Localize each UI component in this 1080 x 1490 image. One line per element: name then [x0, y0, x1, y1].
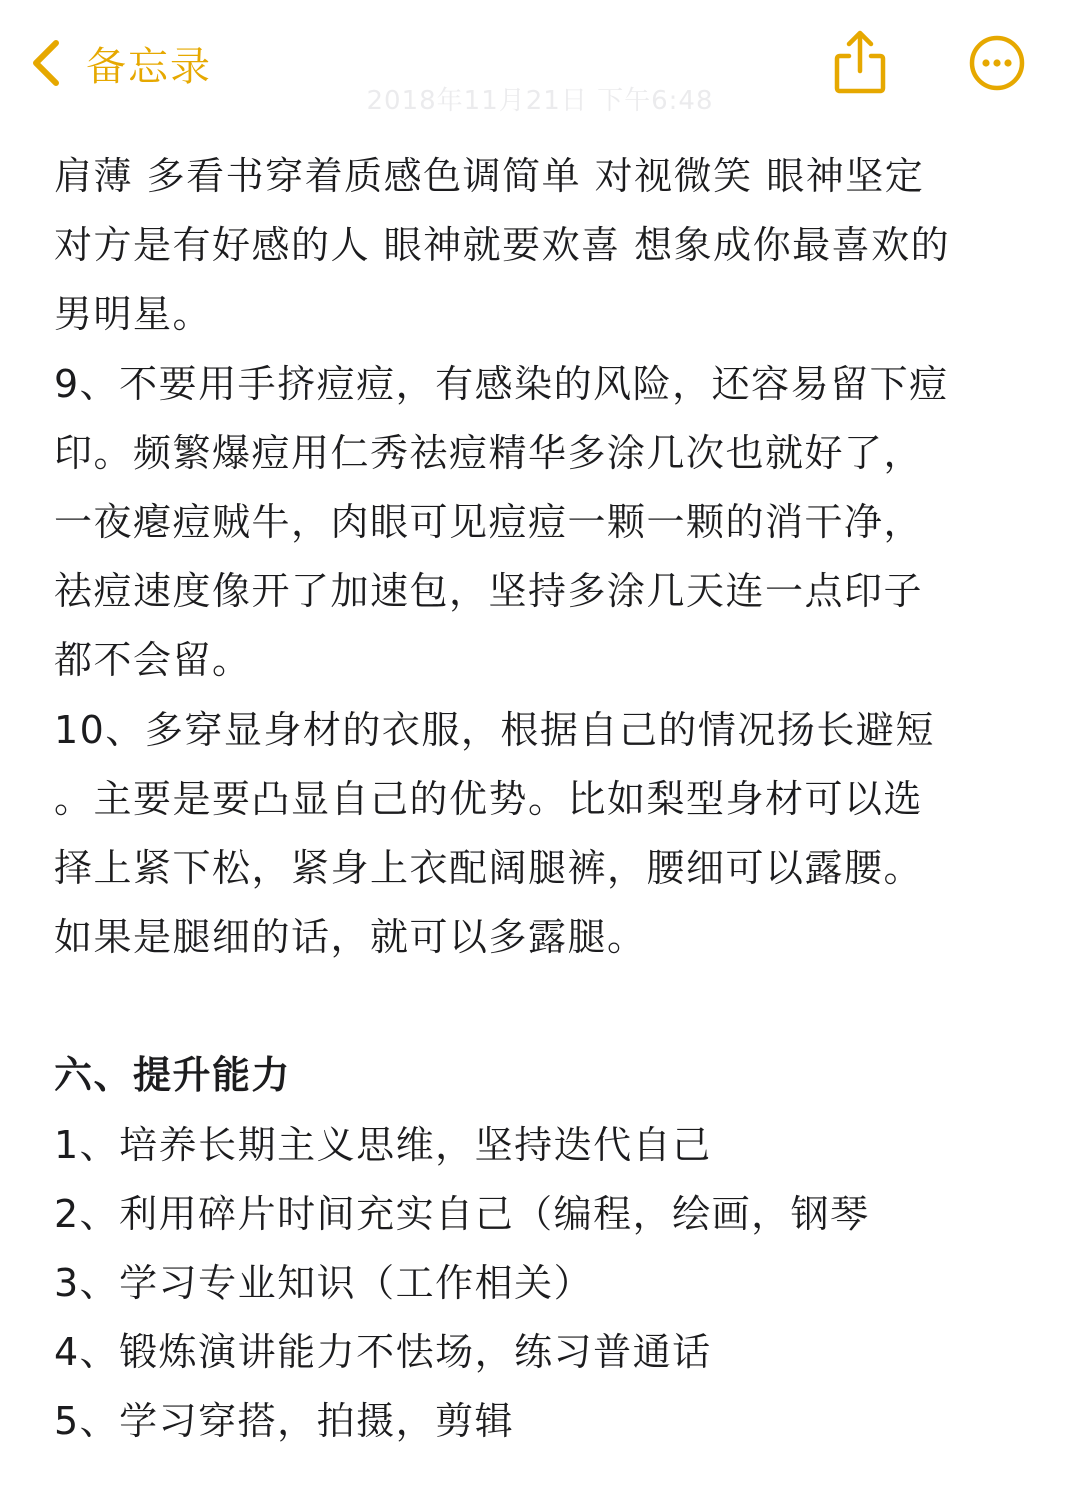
note-line: 肩薄 多看书穿着质感色调简单 对视微笑 眼神坚定 — [54, 154, 925, 198]
note-date: 2018年11月21日 下午6:48 — [366, 86, 714, 116]
list-item: 5、学习穿搭，拍摄，剪辑 — [54, 1399, 515, 1444]
note-line: 如果是腿细的话，就可以多露腿。 — [54, 915, 647, 960]
list-item: 2、利用碎片时间充实自己（编程，绘画，钢琴 — [54, 1191, 870, 1236]
note-line: 都不会留。 — [54, 638, 252, 683]
note-line: 9、不要用手挤痘痘，有感染的风险，还容易留下痘 — [54, 361, 949, 406]
note-line: 10、多穿显身材的衣服，根据自己的情况扬长避短 — [54, 707, 935, 752]
list-item: 1、培养长期主义思维，坚持迭代自己 — [54, 1122, 712, 1167]
note-line: 印。频繁爆痘用仁秀祛痘精华多涂几次也就好了， — [54, 430, 924, 475]
note-line: 祛痘速度像开了加速包，坚持多涂几天连一点印子 — [54, 569, 924, 614]
note-line: 。主要是要凸显自己的优势。比如梨型身材可以选 — [54, 776, 924, 821]
blank-line — [54, 972, 1044, 1041]
note-line: 一夜瘪痘贼牛，肉眼可见痘痘一颗一颗的消干净， — [54, 499, 924, 544]
note-line: 男明星。 — [54, 292, 213, 337]
note-line: 对方是有好感的人 眼神就要欢喜 想象成你最喜欢的 — [54, 223, 951, 268]
list-item: 4、锻炼演讲能力不怯场，练习普通话 — [54, 1330, 712, 1375]
note-body[interactable] — [54, 142, 1044, 1457]
note-line: 择上紧下松，紧身上衣配阔腿裤，腰细可以露腰。 — [54, 845, 924, 890]
back-button-label: 备忘录 — [86, 43, 212, 90]
section-heading: 六、提升能力 — [54, 1053, 292, 1098]
list-item: 3、学习专业知识（工作相关） — [54, 1261, 594, 1305]
